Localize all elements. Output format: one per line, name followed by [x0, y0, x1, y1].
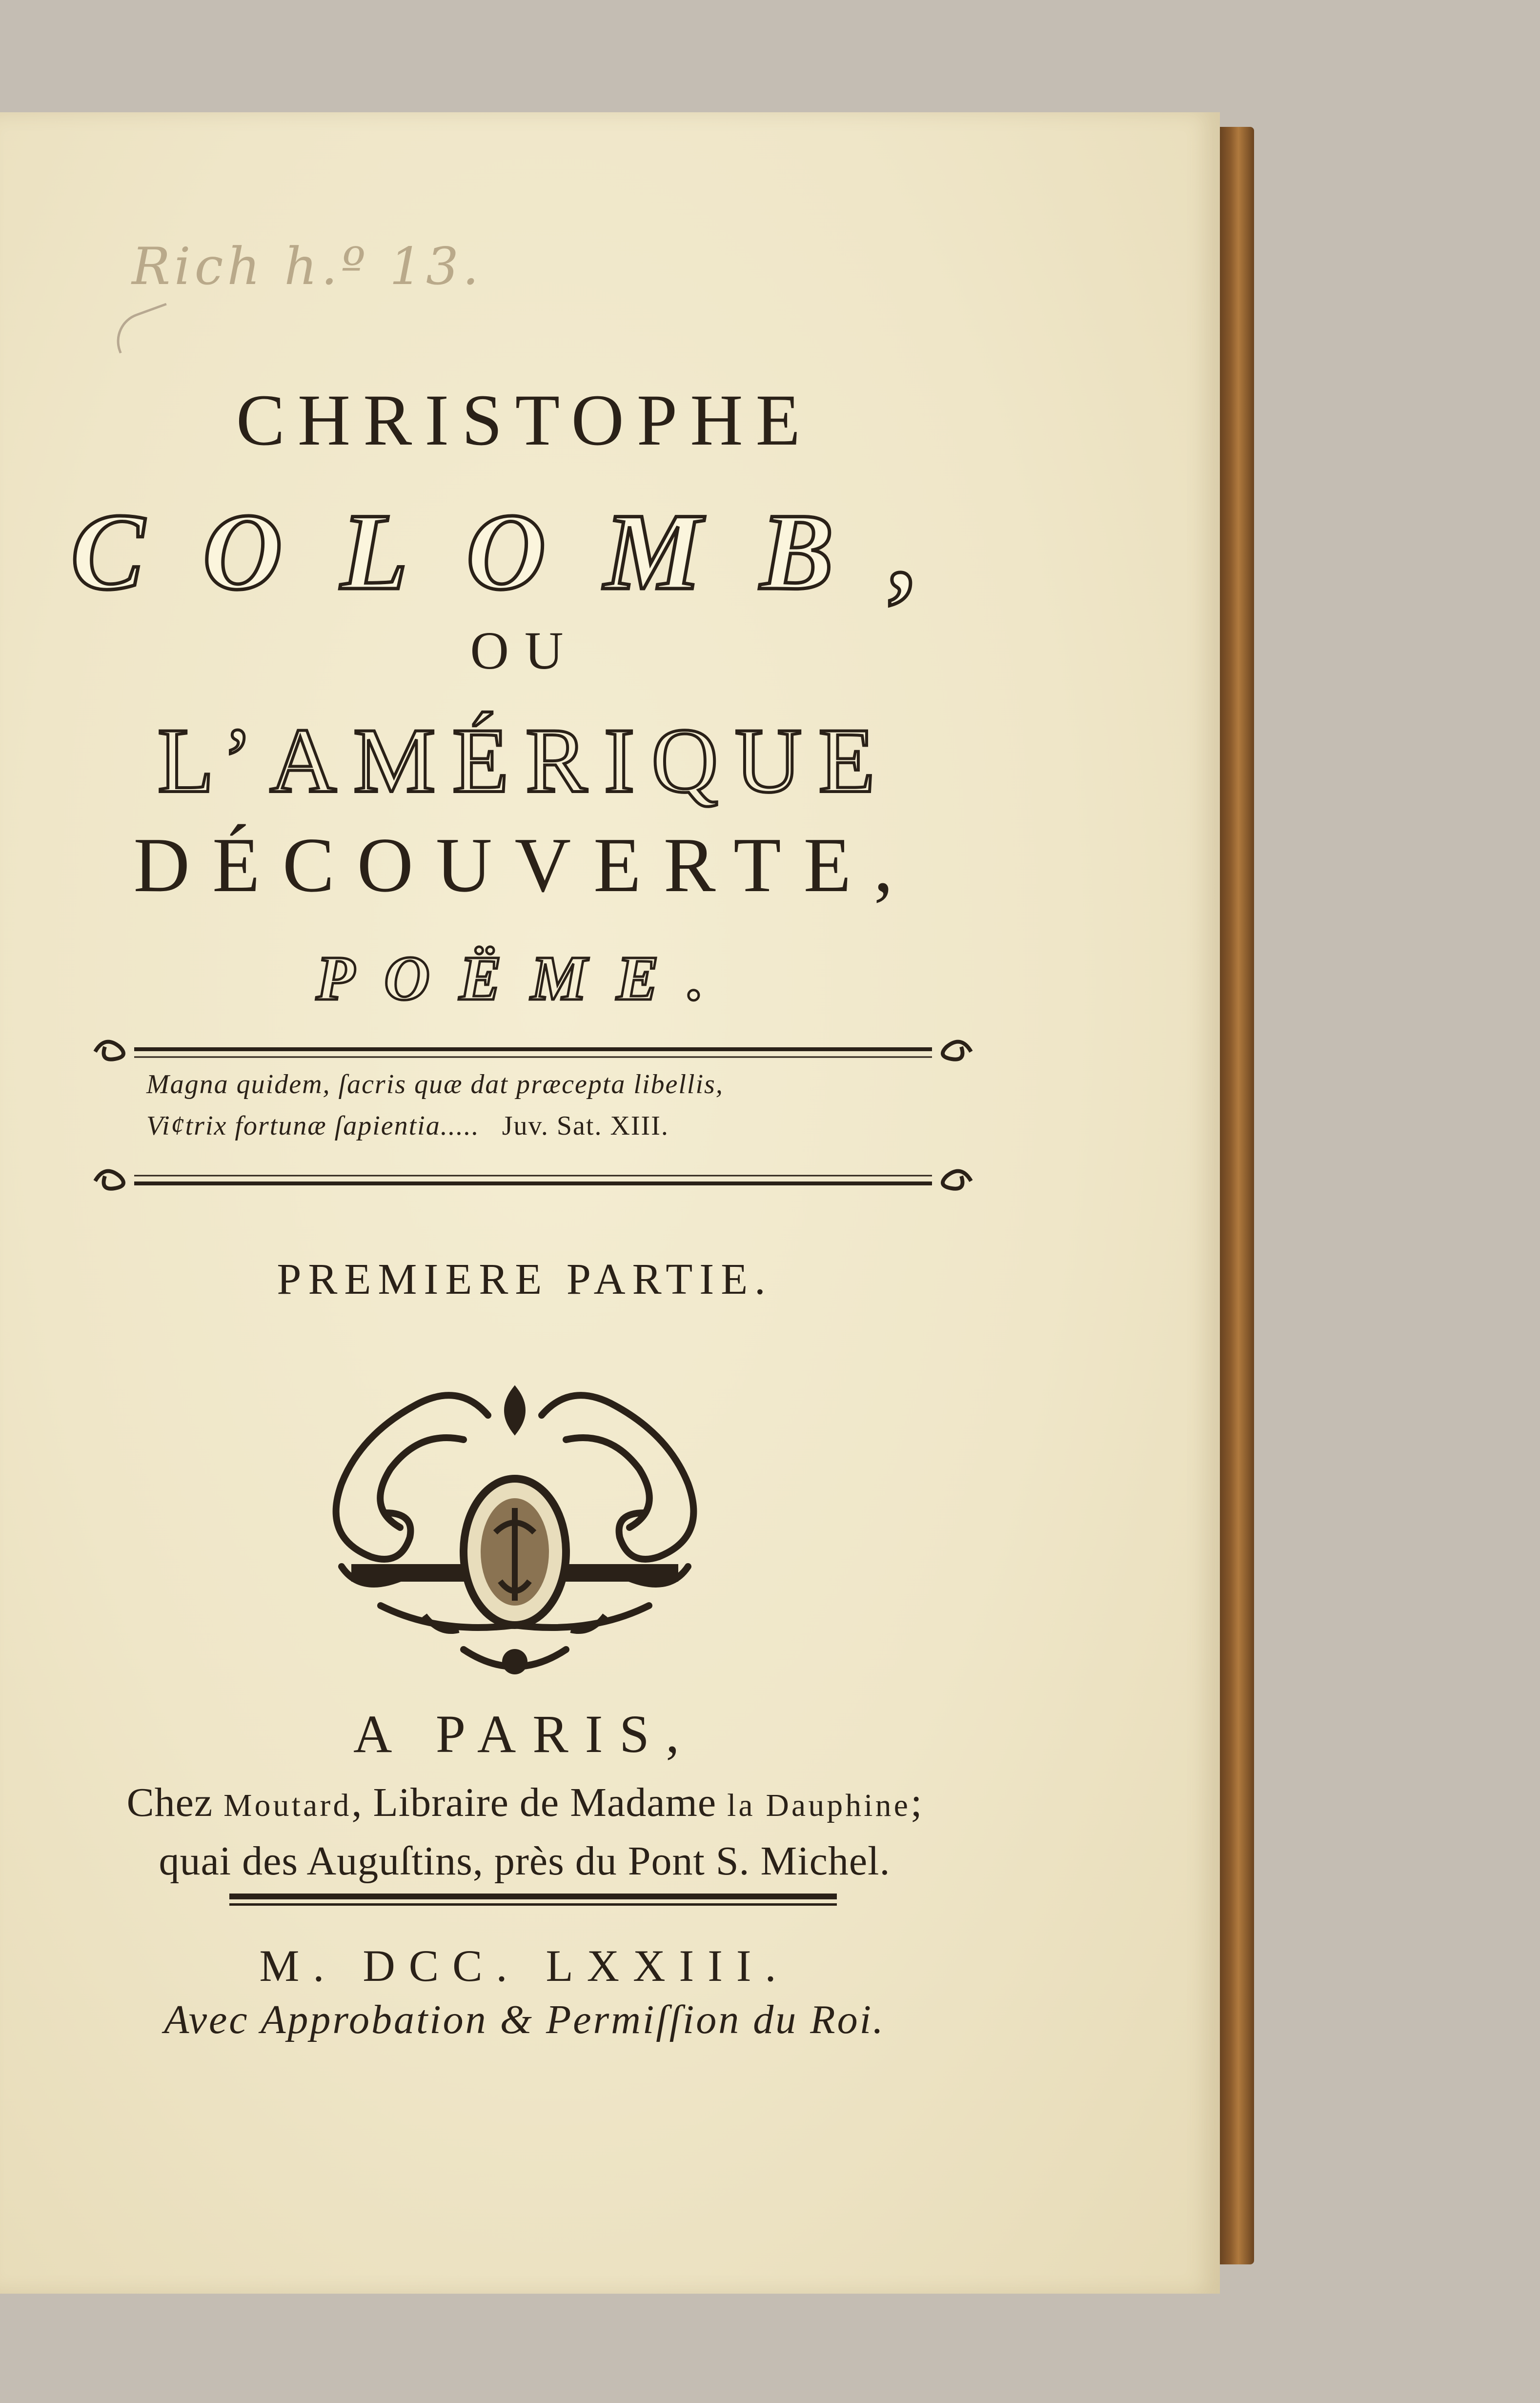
ornamental-rule-top: [90, 1030, 976, 1074]
imprint-year: M. DCC. LXXIII.: [259, 1941, 790, 1991]
imprint-city: A PARIS,: [353, 1704, 696, 1764]
epigraph-line-2-row: [146, 1110, 669, 1141]
publisher-patron: la Dauphine: [727, 1788, 911, 1823]
epigraph-line-2: Vi¢trix fortunæ ſapientia.....: [146, 1111, 480, 1141]
imprint-rule: [229, 1893, 837, 1909]
publisher-prefix: Chez: [126, 1780, 224, 1825]
epigraph-line-1: Magna quidem, ſacris quæ dat præcepta libellis,: [146, 1069, 724, 1100]
title-line-3: OU: [470, 621, 579, 680]
imprint-privilege: Avec Approbation & Permiſſion du Roi.: [164, 1997, 885, 2042]
publisher-suffix: ;: [911, 1780, 923, 1825]
subtitle-poeme: POËME.: [316, 943, 733, 1014]
imprint-address: quai des Auguſtins, près du Pont S. Michel.: [159, 1838, 891, 1884]
title-line-1: CHRISTOPHE: [236, 380, 813, 461]
handwritten-shelf-mark: Rich h.º 13.: [132, 237, 483, 296]
imprint-publisher: [0, 1779, 1049, 1826]
ornamental-rule-bottom: [90, 1159, 976, 1203]
book-spine: [1215, 127, 1254, 2264]
title-page: [0, 112, 1220, 2294]
publisher-mid: , Libraire de Madame: [351, 1780, 728, 1825]
publisher-name: Moutard: [223, 1788, 352, 1823]
title-line-5: DÉCOUVERTE,: [133, 821, 916, 908]
part-heading: PREMIERE PARTIE.: [277, 1255, 772, 1303]
title-line-4: L’AMÉRIQUE: [157, 710, 892, 812]
epigraph-citation: Juv. Sat. XIII.: [502, 1111, 669, 1141]
handwritten-mark: [109, 303, 177, 354]
title-line-2: COLOMB,: [71, 490, 978, 612]
printers-ornament-vignette: [278, 1371, 751, 1679]
